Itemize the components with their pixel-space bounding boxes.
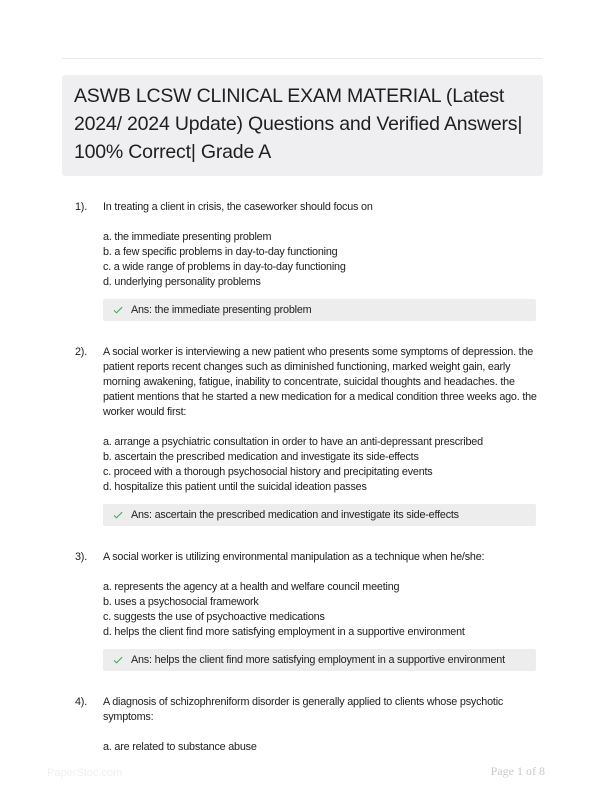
question-2 (62, 345, 543, 526)
question-text: A diagnosis of schizophreniform disorder is generally applied to clients whose psychotic symptoms: (103, 696, 504, 723)
question-text: A social worker is utilizing environmental manipulation as a technique when he/she: (103, 551, 485, 563)
option-a: a. the immediate presenting problem (103, 231, 272, 243)
question-3 (62, 550, 543, 671)
question-number: 2). (75, 346, 87, 358)
question-text: In treating a client in crisis, the caseworker should focus on (103, 201, 373, 213)
answer-box (103, 504, 536, 526)
question-4 (62, 695, 543, 755)
option-c: c. a wide range of problems in day-to-day functioning (103, 261, 346, 273)
answer-text: Ans: ascertain the prescribed medication and investigate its side-effects (131, 508, 459, 521)
options-list (103, 435, 543, 495)
watermark: PaperStoc.com (47, 767, 123, 779)
option-b: b. ascertain the prescribed medication and investigate its side-effects (103, 451, 419, 463)
option-c: c. proceed with a thorough psychosocial history and precipitating events (103, 466, 433, 478)
option-c: c. suggests the use of psychoactive medications (103, 611, 325, 623)
page-number: Page 1 of 8 (490, 764, 545, 778)
question-1 (62, 200, 543, 321)
question-number: 1). (75, 201, 87, 213)
check-icon (112, 654, 124, 666)
option-a: a. arrange a psychiatric consultation in order to have an anti-depressant prescribed (103, 436, 483, 448)
page-footer (0, 765, 606, 779)
option-a: a. represents the agency at a health and welfare council meeting (103, 581, 400, 593)
option-d: d. underlying personality problems (103, 276, 261, 288)
options-list (103, 230, 543, 290)
option-d: d. hospitalize this patient until the suicidal ideation passes (103, 481, 367, 493)
check-icon (112, 509, 124, 521)
options-list (103, 580, 543, 640)
document-title: ASWB LCSW CLINICAL EXAM MATERIAL (Latest 2024/ 2024 Update) Questions and Verified Answers| 100% Correct| Grade A (62, 75, 543, 176)
question-number: 3). (75, 551, 87, 563)
option-d: d. helps the client find more satisfying employment in a supportive environment (103, 626, 465, 638)
answer-box (103, 299, 536, 321)
header-divider (62, 58, 543, 59)
options-list (103, 740, 543, 755)
document-page (62, 58, 543, 755)
question-number: 4). (75, 696, 87, 708)
answer-box (103, 649, 536, 671)
answer-text: Ans: the immediate presenting problem (131, 303, 312, 316)
option-b: b. uses a psychosocial framework (103, 596, 259, 608)
option-b: b. a few specific problems in day-to-day functioning (103, 246, 338, 258)
question-text: A social worker is interviewing a new patient who presents some symptoms of depression. the patient reports recent changes such as diminished functioning, marked weight gain, early morning awakening, fatigue, inability to concentrate, suicidal thoughts and headaches. the patient mentions that he started a new medication for a medical condition three weeks ago. the worker would first: (103, 346, 537, 418)
check-icon (112, 304, 124, 316)
answer-text: Ans: helps the client find more satisfying employment in a supportive environment (131, 653, 505, 666)
option-a: a. are related to substance abuse (103, 741, 257, 753)
